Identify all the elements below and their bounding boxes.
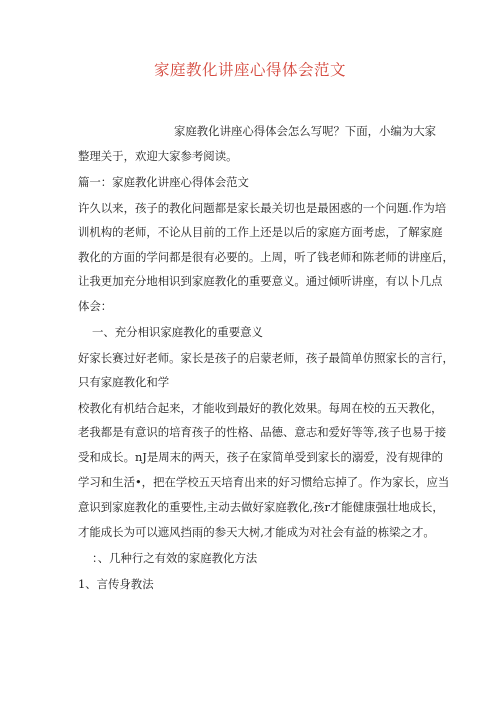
section-heading-1: 篇一：家庭教化讲座心得体会范文: [78, 175, 249, 189]
subheading-3: 1、言传身教法: [78, 577, 154, 591]
paragraph-line: 好家长赛过好老师。家长是孩子的启蒙老师，孩子最简单仿照家长的言行，: [78, 351, 454, 365]
paragraph-line: 校教化有机结合起来，才能收到最好的教化效果。每周在校的五天教化，: [78, 401, 443, 415]
document-title: 家庭教化讲座心得体会范文: [153, 61, 346, 79]
paragraph-line: 老我都是有意识的培育孩子的性格、品德、意志和爱好等等,孩子也易于接: [78, 425, 447, 439]
paragraph-line: 体会：: [78, 299, 113, 313]
paragraph-line: 让我更加充分地相识到家庭教化的重要意义。通过倾听讲座，有以卜几点: [78, 274, 443, 288]
intro-line-1: 家庭教化讲座心得体会怎么写呢？下面，小编为大家: [174, 124, 436, 138]
paragraph-line: 许久以来，孩子的教化问题都是家长最关切也是最困惑的一个问题.作为培: [78, 201, 447, 215]
paragraph-line: 教化的方面的学问都是很有必要的。上周，听了钱老师和陈老师的讲座后，: [78, 250, 454, 264]
paragraph-line: 只有家庭教化和学: [78, 375, 170, 389]
paragraph-line: 受和成长。nJ是周末的两天，孩子在家简单受到家长的溺爱，没有规律的: [78, 450, 444, 464]
paragraph-line: 意识到家庭教化的重要性,主动去做好家庭教化,孩r才能健康强壮地成长，: [78, 500, 444, 514]
paragraph-line: 训机构的老师，不论从目前的工作上还是以后的家庭方面考虑，了解家庭: [78, 225, 443, 239]
paragraph-line: 学习和生活•，把在学校五天培育出来的好习惯给忘掉了。作为家长，应当: [78, 475, 450, 489]
subheading-1: 一、充分相识家庭教化的重要意义: [92, 325, 263, 339]
subheading-2: ：、几种行之有效的家庭教化方法: [92, 551, 258, 565]
paragraph-line: 才能成长为可以遮风挡雨的参天大树,才能成为对社会有益的栋梁之才。: [78, 525, 435, 539]
intro-line-2: 整理关于，欢迎大家参考阅读。: [78, 149, 238, 163]
